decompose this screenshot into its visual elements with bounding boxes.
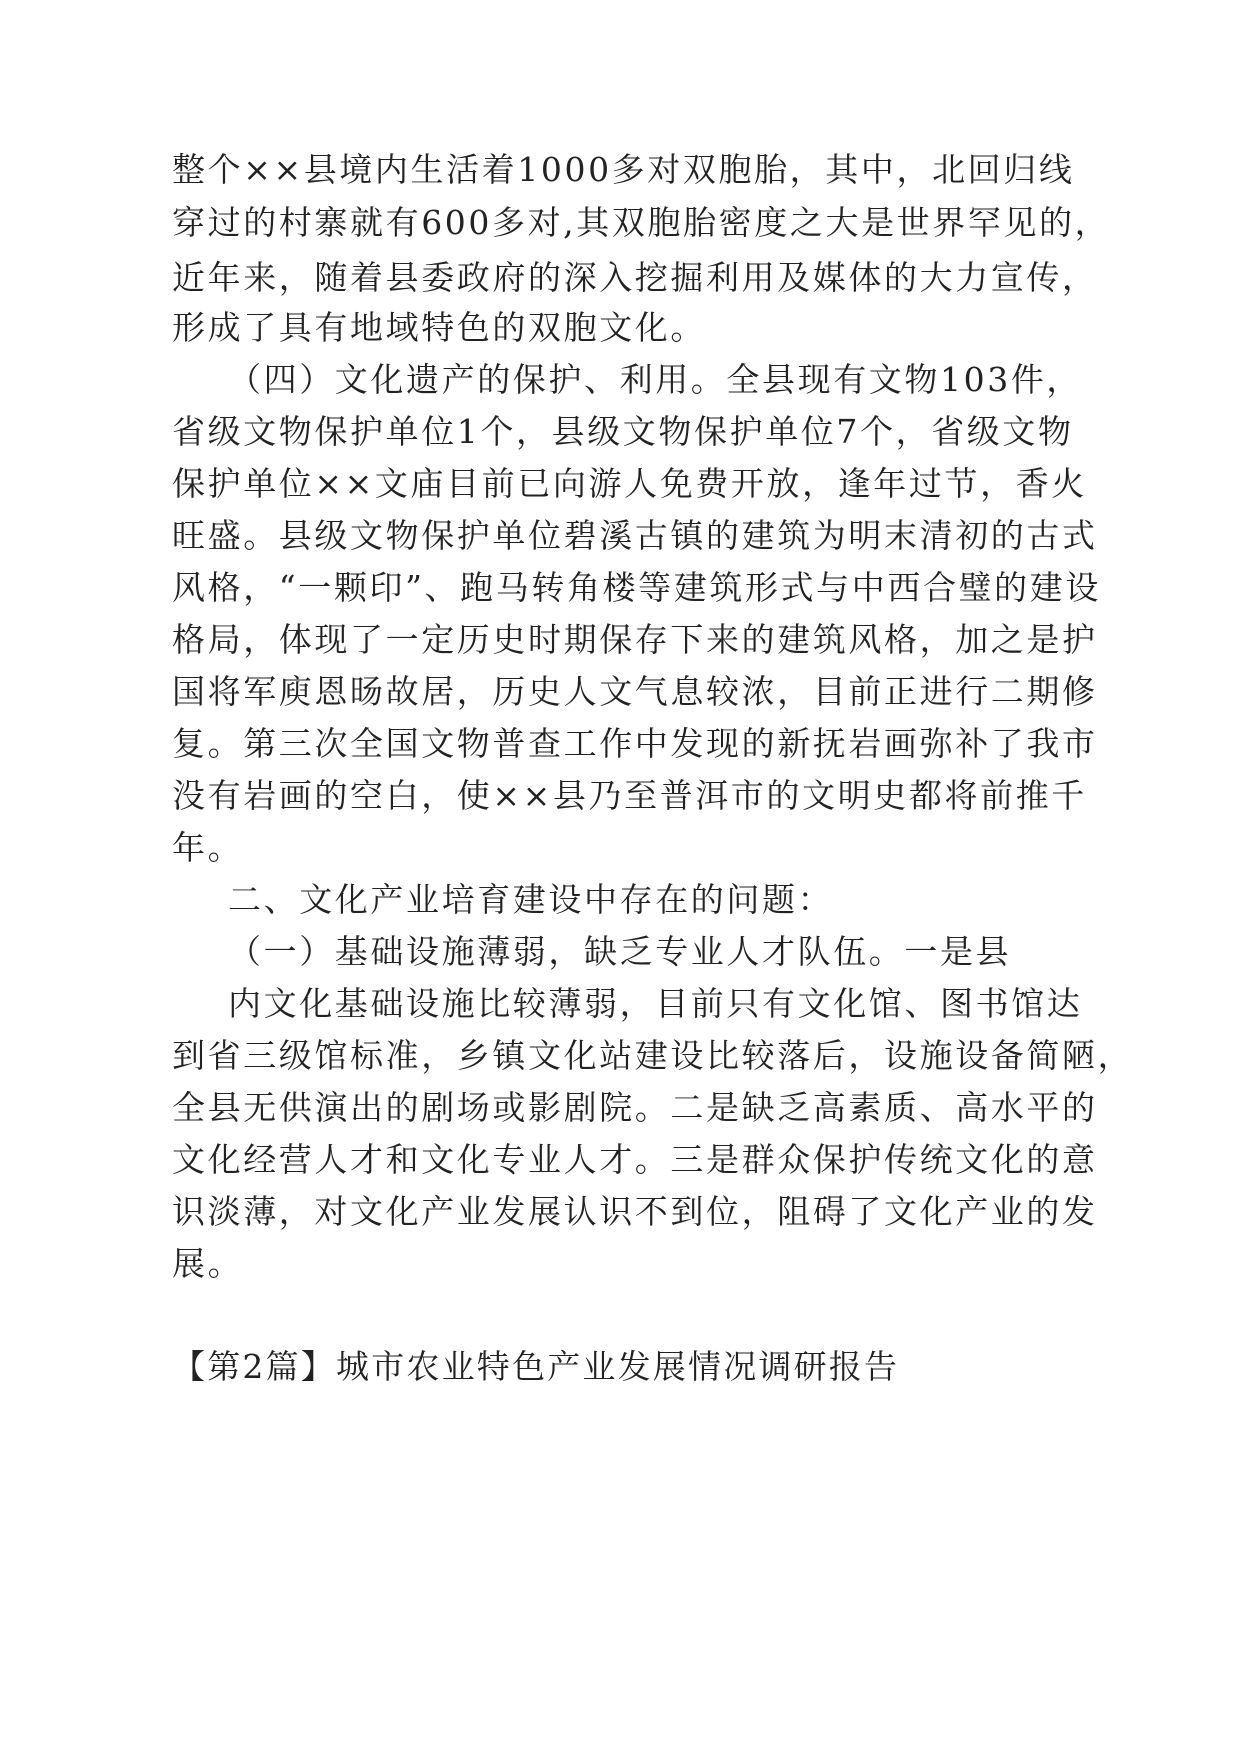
paragraph-3-line-7: 展。 [172,1244,244,1283]
paragraph-2-line-2: 省级文物保护单位1个，县级文物保护单位7个，省级文物 [172,412,1074,451]
paragraph-2-line-10: 年。 [172,828,244,867]
next-article-title: 【第2篇】城市农业特色产业发展情况调研报告 [172,1347,900,1386]
paragraph-1-line-1: 整个××县境内生活着1000多对双胞胎，其中，北回归线 [172,150,1075,189]
paragraph-1-line-3: 近年来，随着县委政府的深入挖掘利用及媒体的大力宣传， [172,258,1098,297]
paragraph-3-line-3: 到省三级馆标准，乡镇文化站建设比较落后，设施设备简陋， [172,1036,1134,1075]
paragraph-2-line-4: 旺盛。县级文物保护单位碧溪古镇的建筑为明末清初的古式 [172,516,1098,555]
paragraph-2-line-8: 复。第三次全国文物普查工作中发现的新抚岩画弥补了我市 [172,724,1098,763]
paragraph-2-line-3: 保护单位××文庙目前已向游人免费开放，逢年过节，香火 [172,464,1087,503]
paragraph-3-line-1: （一）基础设施薄弱，缺乏专业人才队伍。一是县 [228,932,1012,971]
section-heading: 二、文化产业培育建设中存在的问题： [228,880,834,919]
paragraph-2-line-1: （四）文化遗产的保护、利用。全县现有文物103件， [228,360,1082,399]
paragraph-2-line-9: 没有岩画的空白，使××县乃至普洱市的文明史都将前推千 [172,776,1087,815]
paragraph-1-line-2: 穿过的村寨就有600多对,其双胞胎密度之大是世界罕见的， [172,203,1111,242]
paragraph-1-line-4: 形成了具有地域特色的双胞文化。 [172,308,706,347]
paragraph-3-line-5: 文化经营人才和文化专业人才。三是群众保护传统文化的意 [172,1140,1098,1179]
paragraph-2-line-5: 风格，“一颗印”、跑马转角楼等建筑形式与中西合璧的建设 [172,568,1101,607]
paragraph-3-line-2: 内文化基础设施比较薄弱，目前只有文化馆、图书馆达 [228,984,1083,1023]
paragraph-2-line-6: 格局，体现了一定历史时期保存下来的建筑风格，加之是护 [172,620,1098,659]
paragraph-3-line-4: 全县无供演出的剧场或影剧院。二是缺乏高素质、高水平的 [172,1088,1098,1127]
paragraph-3-line-6: 识淡薄，对文化产业发展认识不到位，阻碍了文化产业的发 [172,1192,1098,1231]
paragraph-2-line-7: 国将军庾恩旸故居，历史人文气息较浓，目前正进行二期修 [172,672,1098,711]
